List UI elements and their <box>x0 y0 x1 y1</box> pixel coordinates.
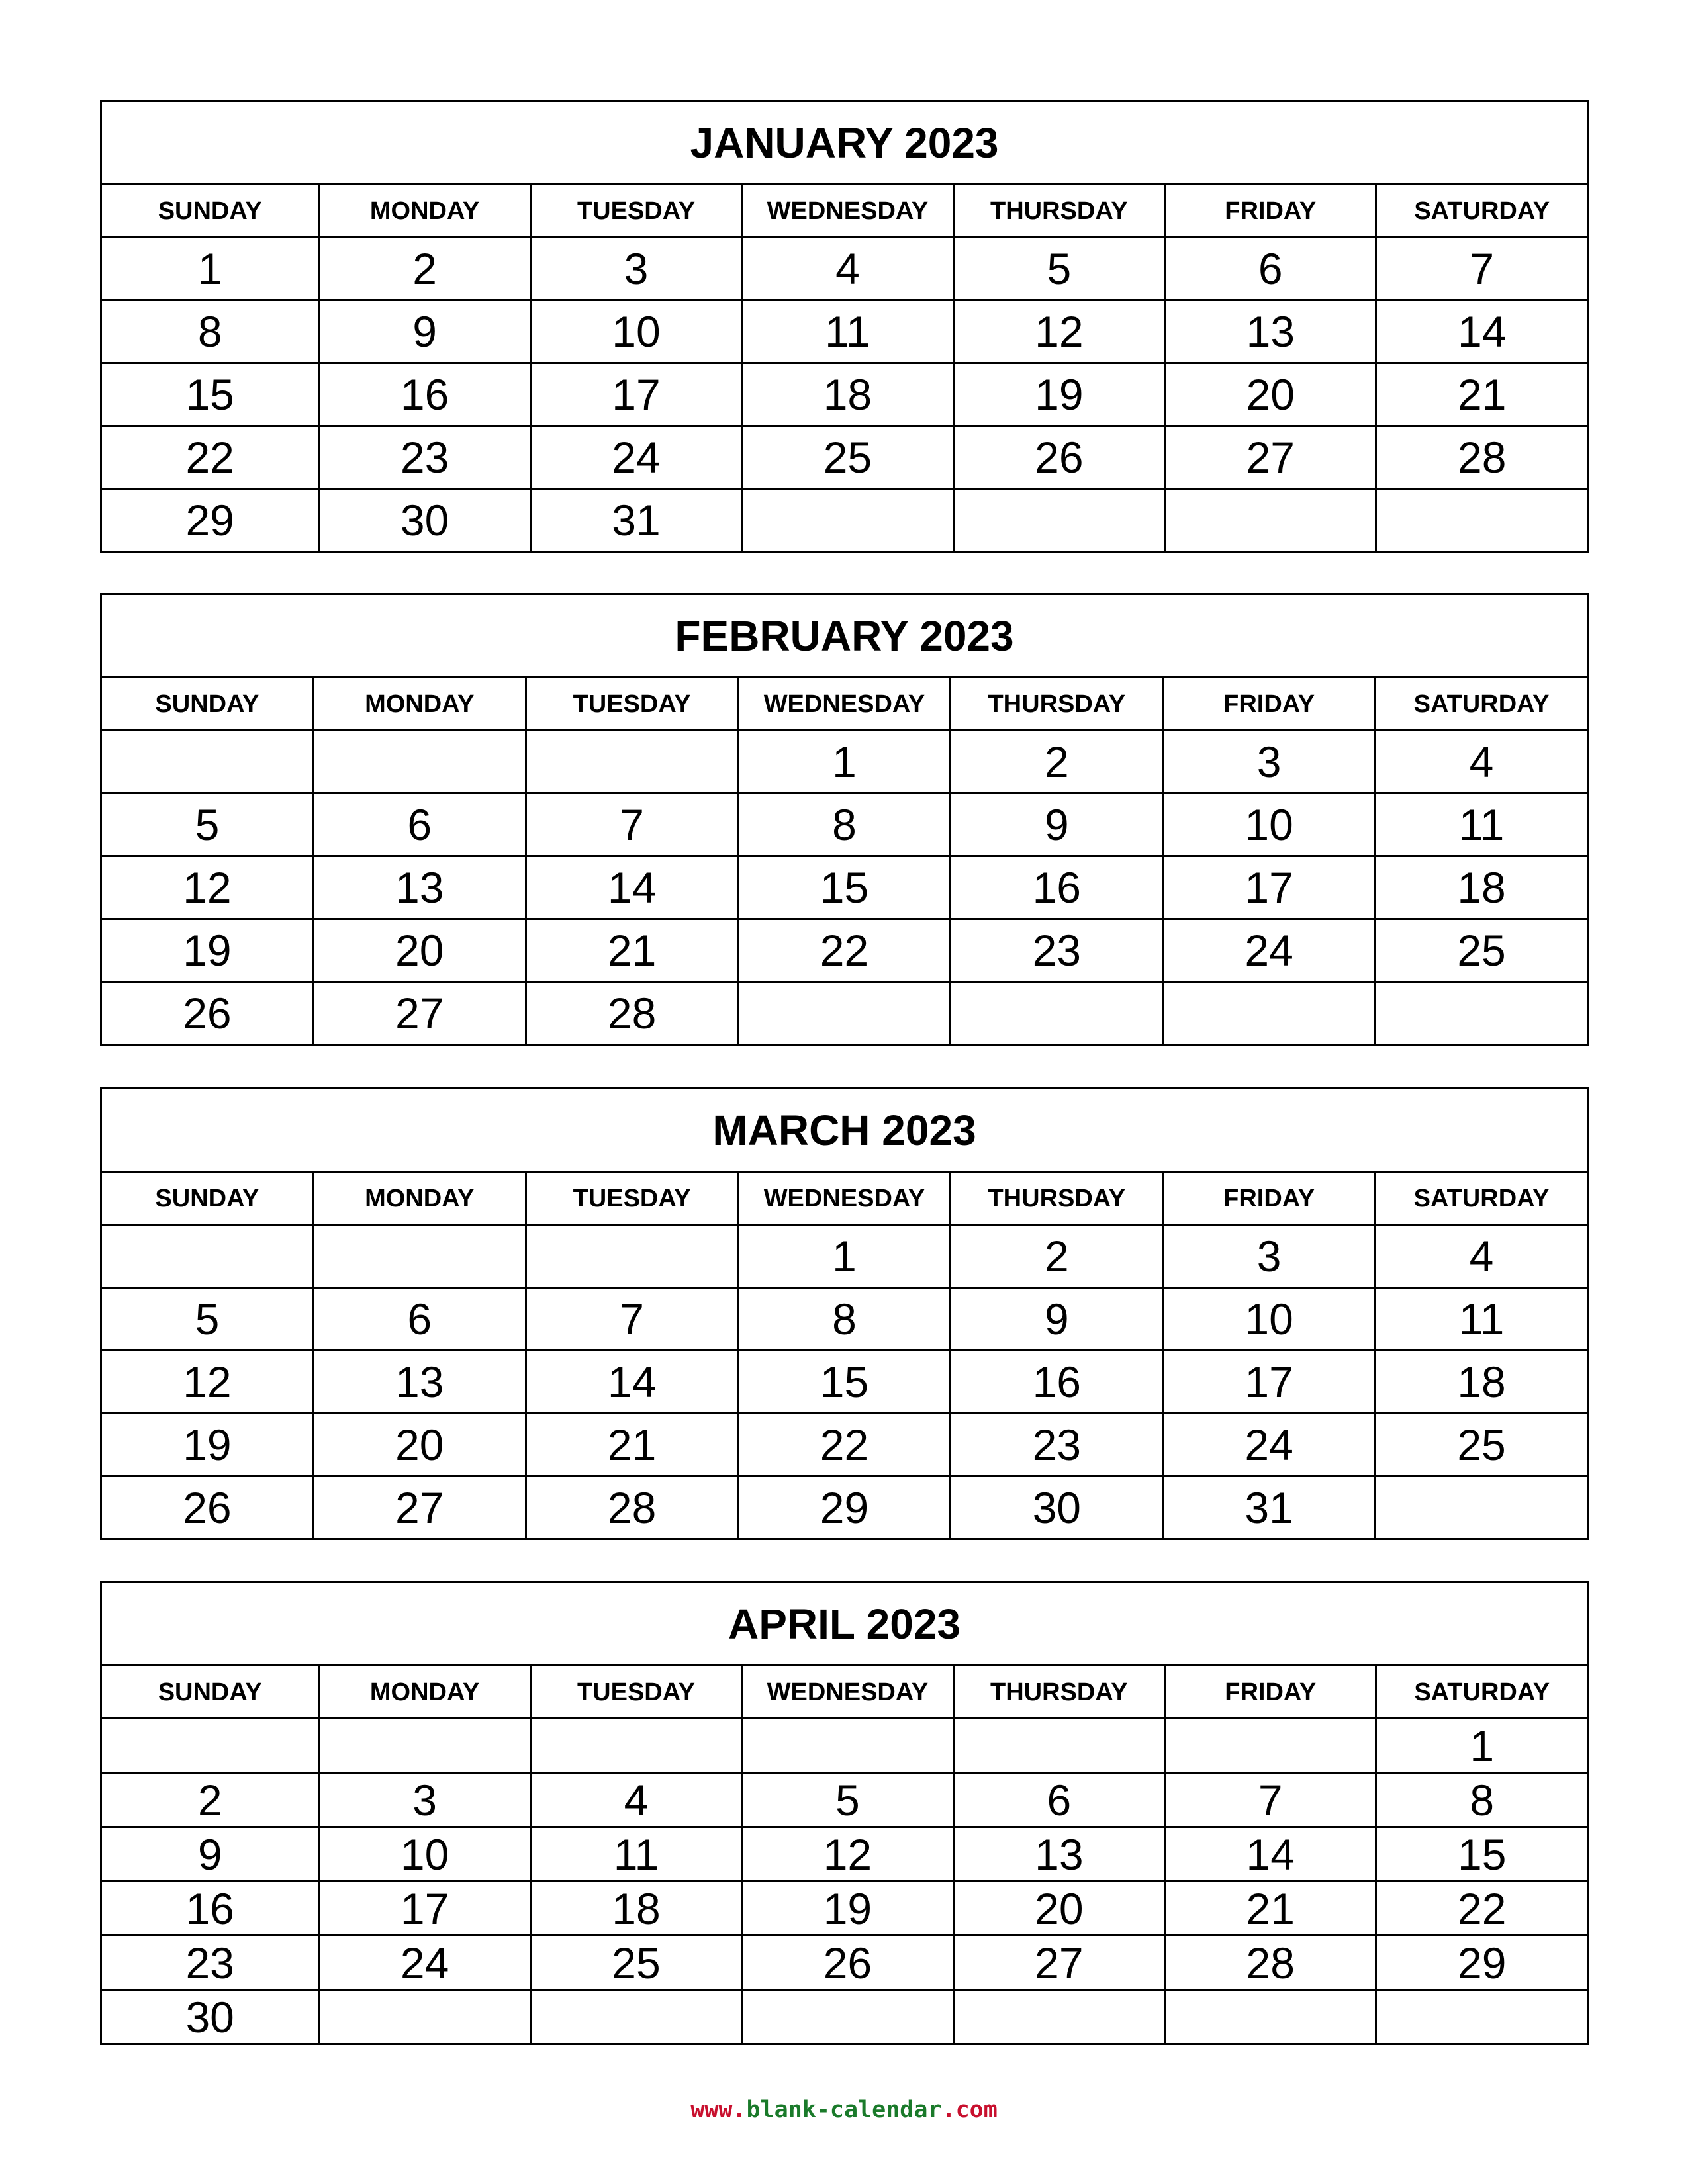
day-cell: 1 <box>101 238 319 300</box>
day-cell <box>742 1719 953 1773</box>
weekday-header-wednesday: WEDNESDAY <box>738 1172 951 1225</box>
day-cell: 9 <box>101 1827 319 1882</box>
day-cell: 8 <box>1376 1773 1588 1827</box>
weekday-header-tuesday: TUESDAY <box>526 1172 738 1225</box>
day-cell: 4 <box>1376 731 1588 794</box>
day-cell: 7 <box>526 794 738 856</box>
day-cell <box>742 1990 953 2044</box>
day-cell: 5 <box>101 794 314 856</box>
day-cell: 3 <box>319 1773 530 1827</box>
month-title: FEBRUARY 2023 <box>101 594 1588 678</box>
day-cell <box>313 731 526 794</box>
day-cell <box>951 982 1163 1045</box>
day-cell: 22 <box>738 1414 951 1477</box>
week-row <box>101 1719 1588 1773</box>
week-row <box>101 489 1588 552</box>
day-cell: 7 <box>1376 238 1588 300</box>
day-cell: 9 <box>951 794 1163 856</box>
weekday-header-tuesday: TUESDAY <box>526 678 738 731</box>
day-cell: 24 <box>1163 1414 1376 1477</box>
day-cell: 19 <box>742 1882 953 1936</box>
day-cell <box>101 731 314 794</box>
day-cell: 14 <box>1376 300 1588 363</box>
day-cell: 21 <box>1165 1882 1376 1936</box>
day-cell <box>319 1990 530 2044</box>
day-cell: 13 <box>313 1351 526 1414</box>
week-row <box>101 1827 1588 1882</box>
day-cell: 24 <box>319 1936 530 1990</box>
day-cell: 11 <box>1376 1288 1588 1351</box>
day-cell: 13 <box>953 1827 1164 1882</box>
day-cell <box>1165 489 1376 552</box>
week-row <box>101 1288 1588 1351</box>
day-cell: 23 <box>101 1936 319 1990</box>
day-cell: 21 <box>1376 363 1588 426</box>
weekday-header-thursday: THURSDAY <box>953 1666 1164 1719</box>
week-row <box>101 1990 1588 2044</box>
day-cell: 26 <box>953 426 1164 489</box>
day-cell: 15 <box>738 856 951 919</box>
day-cell: 10 <box>1163 1288 1376 1351</box>
day-cell: 10 <box>1163 794 1376 856</box>
day-cell: 25 <box>530 1936 741 1990</box>
day-cell: 13 <box>1165 300 1376 363</box>
weekday-header-monday: MONDAY <box>319 185 530 238</box>
day-cell: 27 <box>1165 426 1376 489</box>
day-cell: 28 <box>1376 426 1588 489</box>
day-cell: 29 <box>1376 1936 1588 1990</box>
day-cell: 4 <box>742 238 953 300</box>
day-cell: 8 <box>101 300 319 363</box>
day-cell: 27 <box>953 1936 1164 1990</box>
week-row <box>101 426 1588 489</box>
week-row <box>101 1225 1588 1288</box>
day-cell: 9 <box>951 1288 1163 1351</box>
week-row <box>101 363 1588 426</box>
weekday-header-saturday: SATURDAY <box>1376 678 1588 731</box>
day-cell: 10 <box>530 300 741 363</box>
day-cell: 1 <box>738 1225 951 1288</box>
day-cell: 18 <box>1376 1351 1588 1414</box>
day-cell: 10 <box>319 1827 530 1882</box>
weekday-header-sunday: SUNDAY <box>101 185 319 238</box>
day-cell: 5 <box>101 1288 314 1351</box>
day-cell: 7 <box>1165 1773 1376 1827</box>
day-cell: 12 <box>101 1351 314 1414</box>
day-cell: 17 <box>319 1882 530 1936</box>
week-row <box>101 1477 1588 1539</box>
day-cell: 14 <box>526 1351 738 1414</box>
day-cell: 27 <box>313 1477 526 1539</box>
day-cell: 28 <box>1165 1936 1376 1990</box>
day-cell <box>953 489 1164 552</box>
weekday-header-thursday: THURSDAY <box>951 1172 1163 1225</box>
day-cell <box>319 1719 530 1773</box>
week-row <box>101 1882 1588 1936</box>
day-cell <box>526 1225 738 1288</box>
day-cell: 20 <box>1165 363 1376 426</box>
month-title: APRIL 2023 <box>101 1582 1588 1666</box>
day-cell: 11 <box>530 1827 741 1882</box>
day-cell <box>1163 982 1376 1045</box>
day-cell: 6 <box>953 1773 1164 1827</box>
day-cell <box>101 1719 319 1773</box>
day-cell: 29 <box>101 489 319 552</box>
day-cell: 19 <box>953 363 1164 426</box>
weekday-header-sunday: SUNDAY <box>101 678 314 731</box>
day-cell: 28 <box>526 1477 738 1539</box>
day-cell <box>953 1719 1164 1773</box>
weekday-header-wednesday: WEDNESDAY <box>742 185 953 238</box>
day-cell: 2 <box>319 238 530 300</box>
day-cell: 8 <box>738 1288 951 1351</box>
month-calendar <box>100 593 1589 1046</box>
day-cell: 23 <box>951 919 1163 982</box>
weekday-header-monday: MONDAY <box>313 678 526 731</box>
day-cell: 25 <box>742 426 953 489</box>
day-cell: 16 <box>101 1882 319 1936</box>
day-cell: 12 <box>953 300 1164 363</box>
day-cell: 6 <box>1165 238 1376 300</box>
day-cell: 22 <box>738 919 951 982</box>
day-cell: 4 <box>1376 1225 1588 1288</box>
weekday-header-friday: FRIDAY <box>1165 1666 1376 1719</box>
day-cell: 24 <box>1163 919 1376 982</box>
day-cell: 22 <box>1376 1882 1588 1936</box>
day-cell: 26 <box>101 1477 314 1539</box>
footer-url[interactable] <box>0 2097 1688 2123</box>
day-cell: 31 <box>1163 1477 1376 1539</box>
day-cell <box>1376 1477 1588 1539</box>
weekday-header-friday: FRIDAY <box>1163 1172 1376 1225</box>
weekday-header-monday: MONDAY <box>313 1172 526 1225</box>
day-cell: 24 <box>530 426 741 489</box>
day-cell <box>1165 1719 1376 1773</box>
weekday-header-monday: MONDAY <box>319 1666 530 1719</box>
weekday-header-tuesday: TUESDAY <box>530 1666 741 1719</box>
month-title: MARCH 2023 <box>101 1089 1588 1172</box>
day-cell: 1 <box>1376 1719 1588 1773</box>
day-cell: 16 <box>319 363 530 426</box>
day-cell <box>530 1719 741 1773</box>
day-cell: 6 <box>313 794 526 856</box>
day-cell: 4 <box>530 1773 741 1827</box>
day-cell: 9 <box>319 300 530 363</box>
day-cell: 21 <box>526 919 738 982</box>
day-cell: 8 <box>738 794 951 856</box>
day-cell <box>1165 1990 1376 2044</box>
day-cell <box>742 489 953 552</box>
month-calendar <box>100 1581 1589 2045</box>
day-cell: 16 <box>951 1351 1163 1414</box>
day-cell <box>738 982 951 1045</box>
day-cell: 31 <box>530 489 741 552</box>
day-cell: 23 <box>951 1414 1163 1477</box>
day-cell: 12 <box>101 856 314 919</box>
weekday-header-thursday: THURSDAY <box>951 678 1163 731</box>
week-row <box>101 856 1588 919</box>
weekday-header-saturday: SATURDAY <box>1376 185 1588 238</box>
weekday-header-friday: FRIDAY <box>1165 185 1376 238</box>
day-cell: 2 <box>951 731 1163 794</box>
day-cell: 26 <box>742 1936 953 1990</box>
day-cell <box>313 1225 526 1288</box>
footer-url-domain: blank-calendar <box>746 2097 942 2123</box>
day-cell: 7 <box>526 1288 738 1351</box>
day-cell: 15 <box>1376 1827 1588 1882</box>
day-cell: 14 <box>1165 1827 1376 1882</box>
day-cell: 5 <box>742 1773 953 1827</box>
day-cell <box>530 1990 741 2044</box>
month-calendar <box>100 1087 1589 1540</box>
day-cell: 2 <box>951 1225 1163 1288</box>
day-cell: 11 <box>1376 794 1588 856</box>
week-row <box>101 919 1588 982</box>
day-cell: 3 <box>1163 731 1376 794</box>
weekday-header-sunday: SUNDAY <box>101 1666 319 1719</box>
day-cell: 15 <box>101 363 319 426</box>
weekday-header-sunday: SUNDAY <box>101 1172 314 1225</box>
week-row <box>101 238 1588 300</box>
day-cell: 17 <box>530 363 741 426</box>
weekday-header-tuesday: TUESDAY <box>530 185 741 238</box>
day-cell: 3 <box>530 238 741 300</box>
day-cell <box>1376 982 1588 1045</box>
day-cell: 21 <box>526 1414 738 1477</box>
weekday-header-wednesday: WEDNESDAY <box>742 1666 953 1719</box>
day-cell: 30 <box>101 1990 319 2044</box>
day-cell: 12 <box>742 1827 953 1882</box>
day-cell: 28 <box>526 982 738 1045</box>
day-cell: 14 <box>526 856 738 919</box>
day-cell: 19 <box>101 919 314 982</box>
week-row <box>101 794 1588 856</box>
month-title: JANUARY 2023 <box>101 101 1588 185</box>
day-cell: 3 <box>1163 1225 1376 1288</box>
day-cell: 1 <box>738 731 951 794</box>
day-cell <box>1376 489 1588 552</box>
day-cell: 6 <box>313 1288 526 1351</box>
day-cell: 20 <box>953 1882 1164 1936</box>
day-cell: 27 <box>313 982 526 1045</box>
day-cell: 17 <box>1163 856 1376 919</box>
day-cell: 29 <box>738 1477 951 1539</box>
week-row <box>101 1936 1588 1990</box>
footer-url-prefix: www. <box>690 2097 747 2123</box>
day-cell: 5 <box>953 238 1164 300</box>
day-cell <box>953 1990 1164 2044</box>
week-row <box>101 731 1588 794</box>
week-row <box>101 1351 1588 1414</box>
week-row <box>101 982 1588 1045</box>
day-cell: 16 <box>951 856 1163 919</box>
week-row <box>101 1414 1588 1477</box>
day-cell: 15 <box>738 1351 951 1414</box>
weekday-header-saturday: SATURDAY <box>1376 1666 1588 1719</box>
day-cell: 25 <box>1376 919 1588 982</box>
day-cell: 26 <box>101 982 314 1045</box>
day-cell <box>1376 1990 1588 2044</box>
day-cell: 2 <box>101 1773 319 1827</box>
weekday-header-friday: FRIDAY <box>1163 678 1376 731</box>
weekday-header-saturday: SATURDAY <box>1376 1172 1588 1225</box>
day-cell: 20 <box>313 919 526 982</box>
day-cell: 17 <box>1163 1351 1376 1414</box>
day-cell: 25 <box>1376 1414 1588 1477</box>
day-cell: 23 <box>319 426 530 489</box>
week-row <box>101 300 1588 363</box>
day-cell <box>101 1225 314 1288</box>
weekday-header-thursday: THURSDAY <box>953 185 1164 238</box>
day-cell: 13 <box>313 856 526 919</box>
month-calendar <box>100 100 1589 553</box>
day-cell <box>526 731 738 794</box>
day-cell: 22 <box>101 426 319 489</box>
footer-url-suffix: .com <box>941 2097 998 2123</box>
day-cell: 30 <box>319 489 530 552</box>
day-cell: 18 <box>530 1882 741 1936</box>
week-row <box>101 1773 1588 1827</box>
day-cell: 20 <box>313 1414 526 1477</box>
day-cell: 19 <box>101 1414 314 1477</box>
weekday-header-wednesday: WEDNESDAY <box>738 678 951 731</box>
day-cell: 30 <box>951 1477 1163 1539</box>
day-cell: 18 <box>742 363 953 426</box>
day-cell: 18 <box>1376 856 1588 919</box>
day-cell: 11 <box>742 300 953 363</box>
